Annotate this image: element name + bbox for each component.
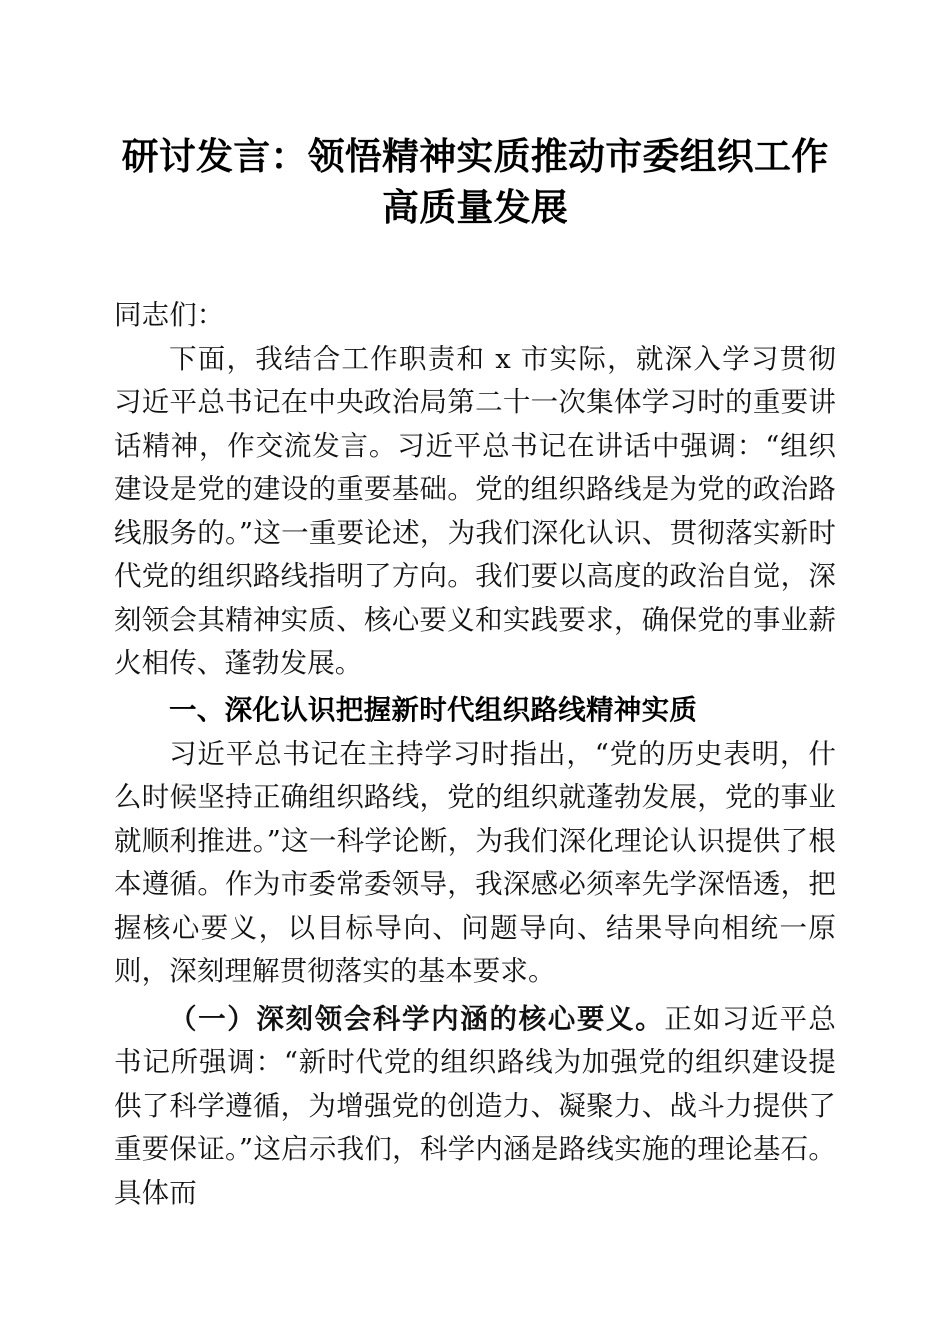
section-one-body-paragraph: 习近平总书记在主持学习时指出，“党的历史表明，什么时候坚持正确组织路线，党的组织就蓬勃发展，党的事业就顺利推进。”这一科学论断，为我们深化理论认识提供了根本遵循。作为市委常委领导，我深感必须率先学深悟透，把握核心要义，以目标导向、问题导向、结果导向相统一原则，深刻理解贯彻落实的基本要求。 [114,737,836,987]
document-content-column [114,0,836,1215]
page-title: 研讨发言：领悟精神实质推动市委组织工作高质量发展 [121,137,829,229]
subsection-one-body: 正如习近平总书记所强调：“新时代党的组织路线为加强党的组织建设提供了科学遵循，为增强党的创造力、凝聚力、战斗力提供了重要保证。”这启示我们，科学内涵是路线实施的理论基石。具体而 [114,1002,836,1209]
salutation-line: 同志们： [114,299,225,331]
intro-paragraph: 下面，我结合工作职责和 x 市实际，就深入学习贯彻习近平总书记在中央政治局第二十一次集体学习时的重要讲话精神，作交流发言。习近平总书记在讲话中强调：“组织建设是党的建设的重要基础。党的组织路线是为党的政治路线服务的。”这一重要论述，为我们深化认识、贯彻落实新时代党的组织路线指明了方向。我们要以高度的政治自觉，深刻领会其精神实质、核心要义和实践要求，确保党的事业薪火相传、蓬勃发展。 [114,342,836,679]
subsection-one-lead: （一）深刻领会科学内涵的核心要义。 [169,1002,665,1035]
section-heading-one: 一、深化认识把握新时代组织路线精神实质 [169,693,698,725]
subsection-one-paragraph [114,998,836,1216]
